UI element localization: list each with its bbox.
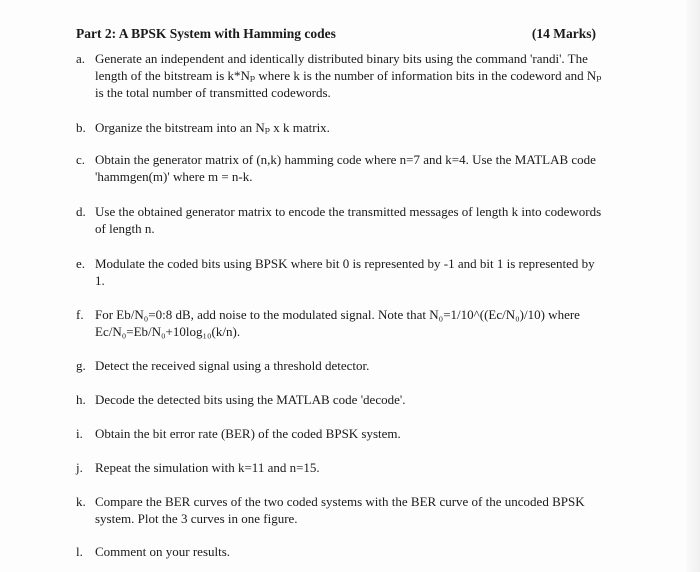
section-header (76, 26, 596, 42)
item-line: Detect the received signal using a threshold detector. (95, 358, 370, 373)
item-line: of length n. (95, 221, 155, 236)
item-line: Decode the detected bits using the MATLAB code 'decode'. (95, 392, 406, 407)
item-line: Use the obtained generator matrix to encode the transmitted messages of length k into codewords (95, 204, 602, 219)
item-line: Obtain the generator matrix of (n,k) hamming code where n=7 and k=4. Use the MATLAB code (95, 152, 596, 167)
question-item-f (76, 306, 636, 340)
question-item-l (76, 543, 636, 560)
section-title: Part 2: A BPSK System with Hamming codes (76, 26, 336, 41)
item-letter: g. (76, 358, 86, 373)
item-line: Modulate the coded bits using BPSK where bit 0 is represented by -1 and bit 1 is represented by (95, 256, 595, 271)
item-letter: d. (76, 204, 86, 219)
item-line: 1. (95, 273, 105, 288)
question-item-e (76, 255, 636, 289)
item-line: 'hammgen(m)' where m = n-k. (95, 169, 253, 184)
item-line: is the total number of transmitted codewords. (95, 85, 331, 100)
item-letter: l. (76, 544, 83, 559)
question-item-b (76, 119, 636, 136)
item-line: For Eb/N₀=0:8 dB, add noise to the modulated signal. Note that N₀=1/10^((Ec/N₀)/10) where (95, 307, 580, 322)
question-item-d (76, 203, 636, 237)
item-letter: k. (76, 494, 86, 509)
item-line: Ec/N₀=Eb/N₀+10log₁₀(k/n). (95, 324, 241, 339)
item-line: Repeat the simulation with k=11 and n=15. (95, 460, 320, 475)
item-letter: j. (76, 460, 83, 475)
item-line: Generate an independent and identically distributed binary bits using the command 'randi'. The (95, 51, 588, 66)
item-letter: a. (76, 51, 86, 66)
question-item-i (76, 425, 636, 442)
question-item-a (76, 50, 636, 101)
item-letter: c. (76, 152, 86, 167)
item-letter: f. (76, 307, 84, 322)
item-letter: i. (76, 426, 83, 441)
item-line: Comment on your results. (95, 544, 231, 559)
question-item-g (76, 357, 636, 374)
marks-label: (14 Marks) (531, 26, 596, 41)
item-letter: h. (76, 392, 86, 407)
item-line: Compare the BER curves of the two coded systems with the BER curve of the uncoded BPSK (95, 494, 585, 509)
item-line: Obtain the bit error rate (BER) of the coded BPSK system. (95, 426, 401, 441)
page-edge-shadow (686, 0, 700, 572)
question-item-h (76, 391, 636, 408)
item-line: system. Plot the 3 curves in one figure. (95, 511, 298, 526)
item-line: length of the bitstream is k*Nₚ where k is the number of information bits in the codeword and Nₚ (95, 68, 602, 83)
item-letter: b. (76, 120, 86, 135)
item-line: Organize the bitstream into an Nₚ x k matrix. (95, 120, 330, 135)
item-letter: e. (76, 256, 86, 271)
question-item-j (76, 459, 636, 476)
question-item-c (76, 151, 636, 185)
question-item-k (76, 493, 636, 527)
